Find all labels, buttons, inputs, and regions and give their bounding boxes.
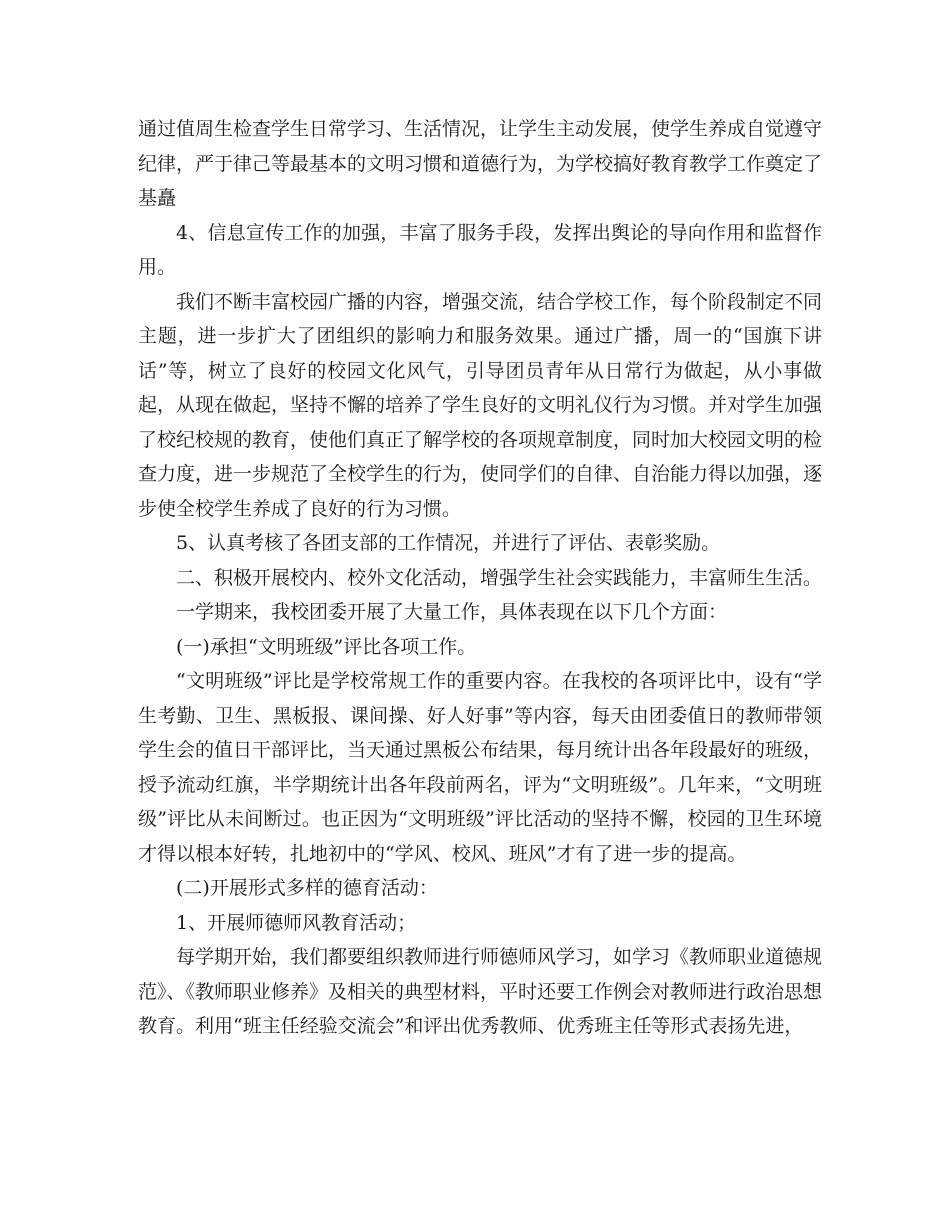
paragraph: 通过值周生检查学生日常学习、生活情况，让学生主动发展，使学生养成自觉遵守纪律，严于律己等最基本的文明习惯和道德行为，为学校搞好教育教学工作奠定了基矗 xyxy=(138,118,823,209)
paragraph: “文明班级”评比是学校常规工作的重要内容。在我校的各项评比中，设有“学生考勤、卫生、黑板报、课间操、好人好事”等内容，每天由团委值日的教师带领学生会的值日干部评比，当天通过黑板公布结果，每月统计出各年段最好的班级，授予流动红旗，半学期统计出各年段前两名，评为“文明班级”。几年来，“文明班级”评比从未间断过。也正因为“文明班级”评比活动的坚持不懈，校园的卫生环境才得以根本好转，扎地初中的“学风、校风、班风”才有了进一步的提高。 xyxy=(138,670,823,865)
paragraph: (二)开展形式多样的德育活动： xyxy=(176,877,438,899)
paragraph: 每学期开始，我们都要组织教师进行师德师风学习，如学习《教师职业道德规范》、《教师职业修养》及相关的典型材料，平时还要工作例会对教师进行政治思想教育。利用“班主任经验交流会”和评出优秀教师、优秀班主任等形式表扬先进， xyxy=(138,946,823,1037)
paragraph: 我们不断丰富校园广播的内容，增强交流，结合学校工作，每个阶段制定不同主题，进一步扩大了团组织的影响力和服务效果。通过广播，周一的“国旗下讲话”等，树立了良好的校园文化风气，引导团员青年从日常行为做起，从小事做起，从现在做起，坚持不懈的培养了学生良好的文明礼仪行为习惯。并对学生加强了校纪校规的教育，使他们真正了解学校的各项规章制度，同时加大校园文明的检查力度，进一步规范了全校学生的行为，使同学们的自律、自治能力得以加强，逐步使全校学生养成了良好的行为习惯。 xyxy=(138,290,823,520)
paragraph: 1、开展师德师风教育活动； xyxy=(176,911,417,934)
paragraph: 4、信息宣传工作的加强，丰富了服务手段，发挥出舆论的导向作用和监督作用。 xyxy=(138,221,822,278)
paragraph: (一)承担“文明班级”评比各项工作。 xyxy=(176,635,477,658)
document-body xyxy=(138,112,822,1044)
paragraph: 5、认真考核了各团支部的工作情况，并进行了评估、表彰奖励。 xyxy=(176,532,721,554)
paragraph: 一学期来，我校团委开展了大量工作，具体表现在以下几个方面： xyxy=(176,601,728,623)
paragraph: 二、积极开展校内、校外文化活动，增强学生社会实践能力，丰富师生生活。 xyxy=(176,566,823,589)
